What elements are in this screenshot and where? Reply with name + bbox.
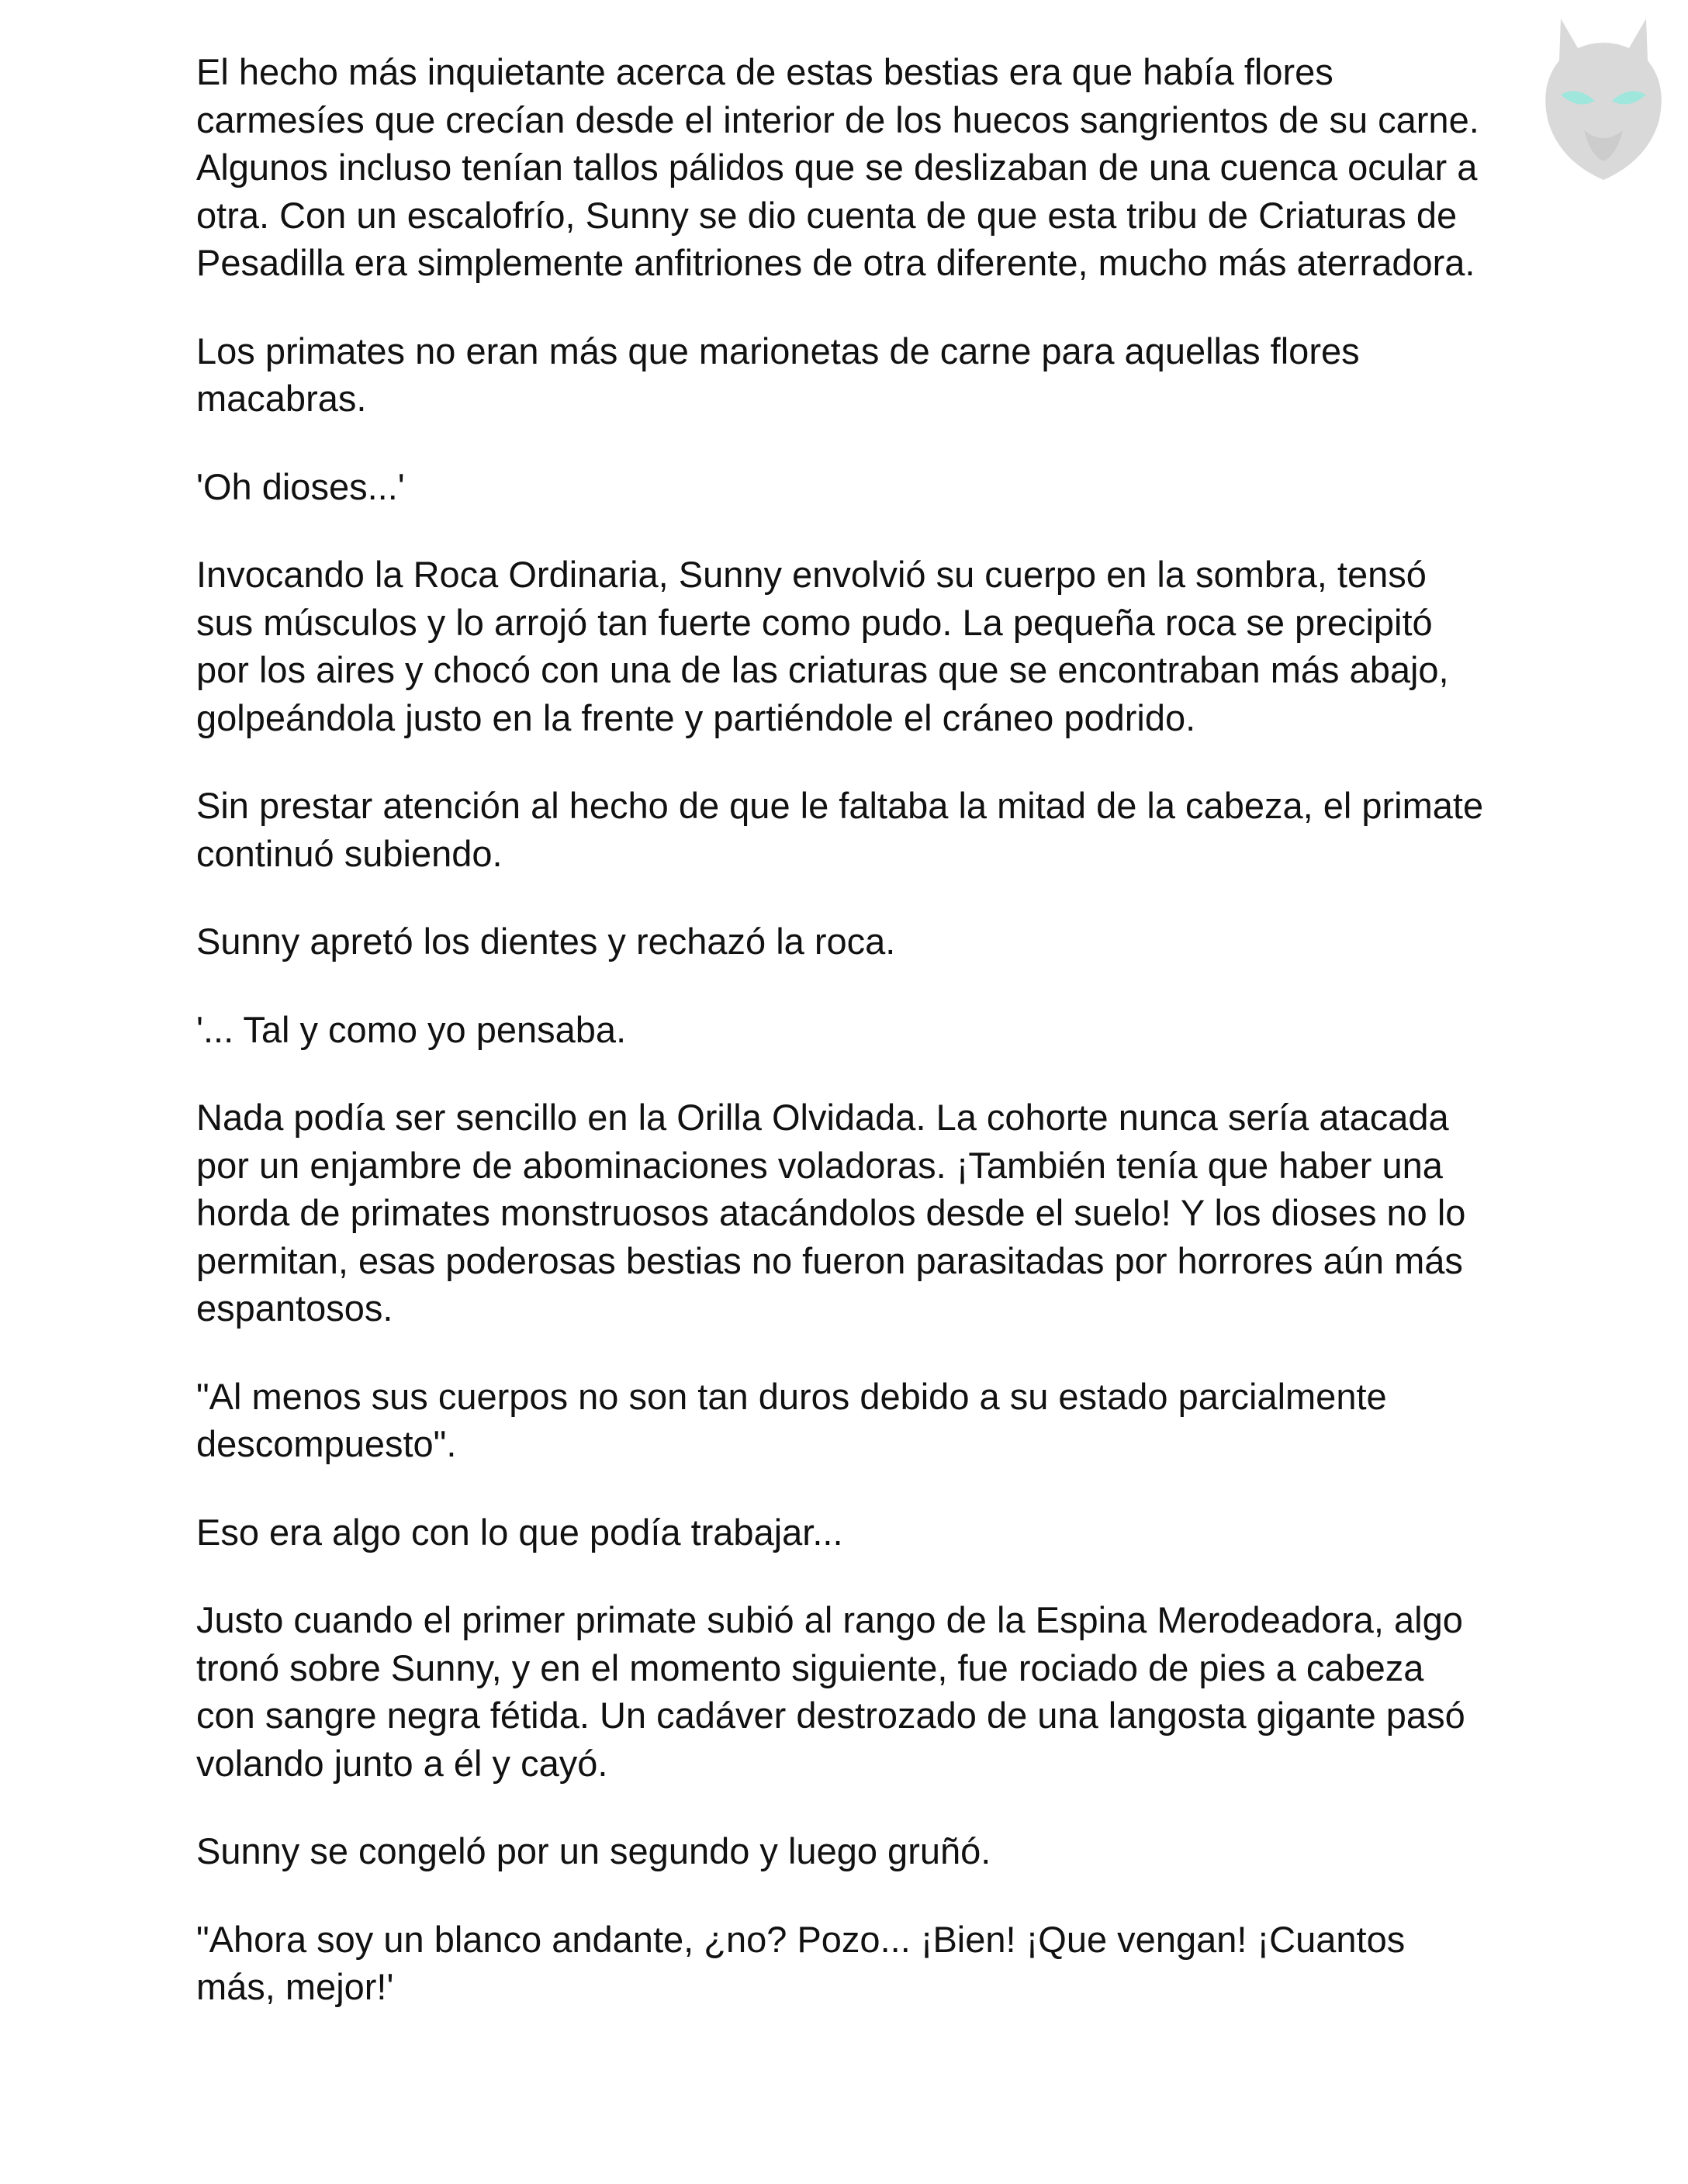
paragraph-10: Eso era algo con lo que podía trabajar... xyxy=(196,1511,843,1553)
paragraph-9: "Al menos sus cuerpos no son tan duros debido a su estado parcialmente descompuesto". xyxy=(196,1375,1387,1464)
paragraph-1: El hecho más inquietante acerca de estas bestias era que había flores carmesíes que crecían desde el interior de los huecos sangrientos de su carne. Algunos incluso tenían tallos pálidos que se deslizaban de una cuenca ocular a otra. Con un escalofrío, Sunny se dio cuenta de que esta tribu de Criaturas de Pesadilla era simplemente anfitriones de otra diferente, mucho más aterradora. xyxy=(196,51,1479,283)
paragraph-13: "Ahora soy un blanco andante, ¿no? Pozo... ¡Bien! ¡Que vengan! ¡Cuantos más, mejor!' xyxy=(196,1918,1406,2007)
paragraph-2: Los primates no eran más que marionetas de carne para aquellas flores macabras. xyxy=(196,330,1360,419)
document-body xyxy=(196,48,1492,2051)
paragraph-12: Sunny se congeló por un segundo y luego gruñó. xyxy=(196,1830,991,1871)
paragraph-4: Invocando la Roca Ordinaria, Sunny envolvió su cuerpo en la sombra, tensó sus músculos y lo arrojó tan fuerte como pudo. La pequeña roca se precipitó por los aires y chocó con una de las criaturas que se encontraban más abajo, golpeándola justo en la frente y partiéndole el cráneo podrido. xyxy=(196,554,1449,738)
demon-head-icon xyxy=(1530,14,1677,185)
paragraph-7: '... Tal y como yo pensaba. xyxy=(196,1008,627,1050)
paragraph-5: Sin prestar atención al hecho de que le faltaba la mitad de la cabeza, el primate continuó subiendo. xyxy=(196,785,1484,874)
paragraph-11: Justo cuando el primer primate subió al rango de la Espina Merodeadora, algo tronó sobre Sunny, y en el momento siguiente, fue rociado de pies a cabeza con sangre negra fétida. Un cadáver destrozado de una langosta gigante pasó volando junto a él y cayó. xyxy=(196,1599,1465,1784)
paragraph-8: Nada podía ser sencillo en la Orilla Olvidada. La cohorte nunca sería atacada por un enjambre de abominaciones voladoras. ¡También tenía que haber una horda de primates monstruosos atacándolos desde el suelo! Y los dioses no lo permitan, esas poderosas bestias no fueron parasitadas por horrores aún más espantosos. xyxy=(196,1097,1466,1329)
paragraph-3: 'Oh dioses...' xyxy=(196,465,405,507)
paragraph-6: Sunny apretó los dientes y rechazó la roca. xyxy=(196,921,896,962)
